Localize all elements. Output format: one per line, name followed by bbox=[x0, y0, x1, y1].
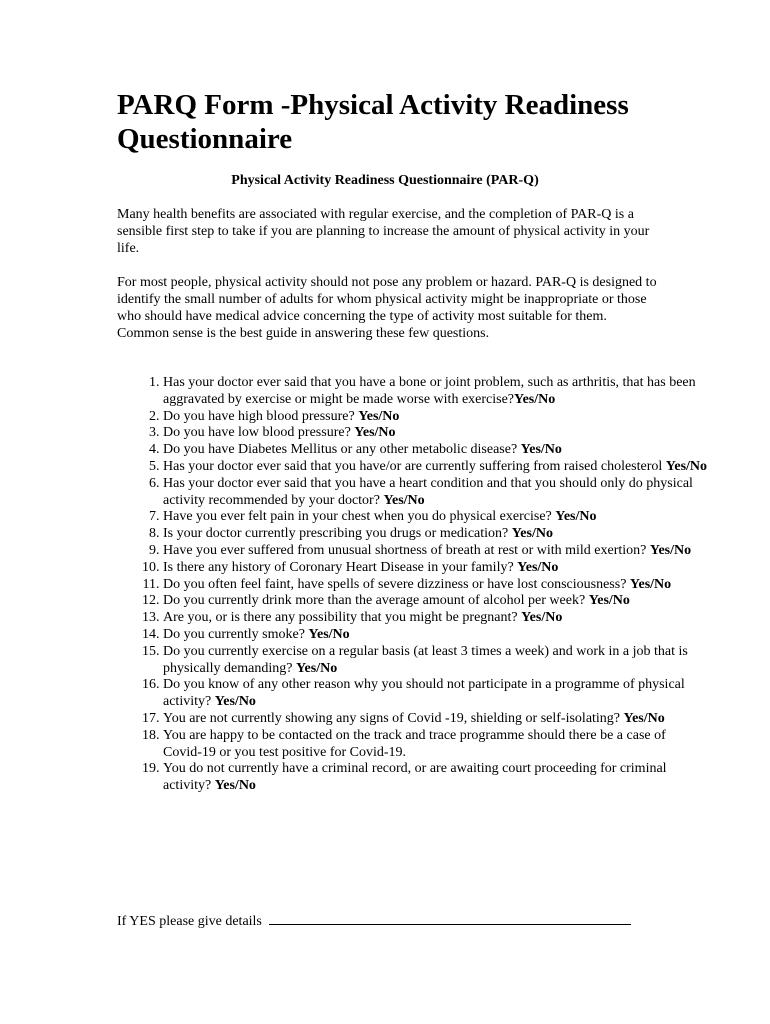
question-item bbox=[163, 577, 708, 594]
form-subtitle: Physical Activity Readiness Questionnaire (PAR-Q) bbox=[231, 173, 539, 188]
answer-yes-no[interactable]: Yes/No bbox=[588, 593, 630, 609]
question-text: Is there any history of Coronary Heart Disease in your family? bbox=[163, 559, 518, 575]
answer-yes-no[interactable]: Yes/No bbox=[295, 660, 338, 676]
question-item bbox=[163, 761, 708, 795]
question-item bbox=[163, 476, 708, 510]
question-text: Do you currently smoke? bbox=[163, 626, 309, 642]
question-text: Has your doctor ever said that you have/or are currently suffering from raised cholesterol bbox=[163, 458, 666, 474]
question-item bbox=[163, 375, 708, 409]
question-text: Has your doctor ever said that you have a heart condition and that you should only do physical activity recommended by your doctor? bbox=[163, 475, 693, 508]
question-text: Are you, or is there any possibility that you might be pregnant? bbox=[163, 610, 522, 626]
intro-paragraph: Many health benefits are associated with regular exercise, and the completion of PAR-Q is a sensible first step to take if you are planning to increase the amount of physical activity in your life. bbox=[117, 207, 650, 256]
guidance-paragraph: For most people, physical activity should not pose any problem or hazard. PAR-Q is designed to identify the small number of adults for whom physical activity might be inappropriate or those who should have medical advice concerning the type of activity most suitable for them. Common sense is the best guide in answering these few questions. bbox=[117, 275, 657, 341]
details-label: If YES please give details bbox=[117, 914, 266, 929]
question-text: Do you often feel faint, have spells of severe dizziness or have lost consciousness? bbox=[163, 576, 630, 592]
answer-yes-no[interactable]: Yes/No bbox=[214, 694, 256, 710]
question-item bbox=[163, 425, 708, 442]
answer-yes-no[interactable]: Yes/No bbox=[308, 626, 350, 642]
question-item bbox=[163, 593, 708, 610]
question-item bbox=[163, 442, 708, 459]
details-line bbox=[117, 911, 677, 931]
question-item bbox=[163, 543, 708, 560]
question-text: You do not currently have a criminal record, or are awaiting court proceeding for criminal activity? bbox=[163, 761, 667, 794]
answer-yes-no[interactable]: Yes/No bbox=[555, 509, 597, 525]
question-item bbox=[163, 409, 708, 426]
question-item bbox=[163, 627, 708, 644]
answer-yes-no[interactable]: Yes/No bbox=[214, 778, 256, 794]
answer-yes-no[interactable]: Yes/No bbox=[517, 559, 559, 575]
question-text: You are not currently showing any signs of Covid -19, shielding or self-isolating? bbox=[163, 710, 624, 726]
question-text: Do you have Diabetes Mellitus or any other metabolic disease? bbox=[163, 442, 521, 458]
page-title: PARQ Form -Physical Activity Readiness Questionnaire bbox=[117, 89, 629, 155]
question-text: You are happy to be contacted on the track and trace programme should there be a case of Covid-19 or you test positive for Covid-19. bbox=[163, 727, 666, 760]
question-text: Do you currently drink more than the average amount of alcohol per week? bbox=[163, 593, 589, 609]
answer-yes-no[interactable]: Yes/No bbox=[520, 442, 562, 458]
question-item bbox=[163, 677, 708, 711]
answer-yes-no[interactable]: Yes/No bbox=[623, 710, 665, 726]
answer-yes-no[interactable]: Yes/No bbox=[511, 526, 553, 542]
question-item bbox=[163, 560, 708, 577]
answer-yes-no[interactable]: Yes/No bbox=[514, 391, 556, 407]
question-text: Have you ever suffered from unusual shortness of breath at rest or with mild exertion? bbox=[163, 542, 650, 558]
question-item bbox=[163, 509, 708, 526]
answer-yes-no[interactable]: Yes/No bbox=[358, 408, 400, 424]
question-text: Have you ever felt pain in your chest when you do physical exercise? bbox=[163, 509, 556, 525]
question-item bbox=[163, 728, 708, 762]
question-text: Do you have high blood pressure? bbox=[163, 408, 359, 424]
question-text: Do you have low blood pressure? bbox=[163, 425, 355, 441]
details-blank-field[interactable] bbox=[269, 911, 631, 925]
question-item bbox=[163, 459, 708, 476]
question-list bbox=[117, 375, 708, 795]
question-text: Is your doctor currently prescribing you drugs or medication? bbox=[163, 526, 512, 542]
question-item bbox=[163, 526, 708, 543]
answer-yes-no[interactable]: Yes/No bbox=[383, 492, 425, 508]
question-item bbox=[163, 711, 708, 728]
question-item bbox=[163, 610, 708, 627]
question-text: Has your doctor ever said that you have a bone or joint problem, such as arthritis, that has been aggravated by exercise or might be made worse with exercise? bbox=[163, 375, 696, 407]
answer-yes-no[interactable]: Yes/No bbox=[521, 610, 563, 626]
answer-yes-no[interactable]: Yes/No bbox=[649, 542, 692, 558]
question-text: Do you currently exercise on a regular basis (at least 3 times a week) and work in a job that is physically demanding? bbox=[163, 643, 688, 676]
answer-yes-no[interactable]: Yes/No bbox=[629, 576, 672, 592]
question-item bbox=[163, 644, 708, 678]
answer-yes-no[interactable]: Yes/No bbox=[354, 425, 396, 441]
answer-yes-no[interactable]: Yes/No bbox=[665, 458, 708, 474]
question-text: Do you know of any other reason why you should not participate in a programme of physical activity? bbox=[163, 677, 685, 710]
